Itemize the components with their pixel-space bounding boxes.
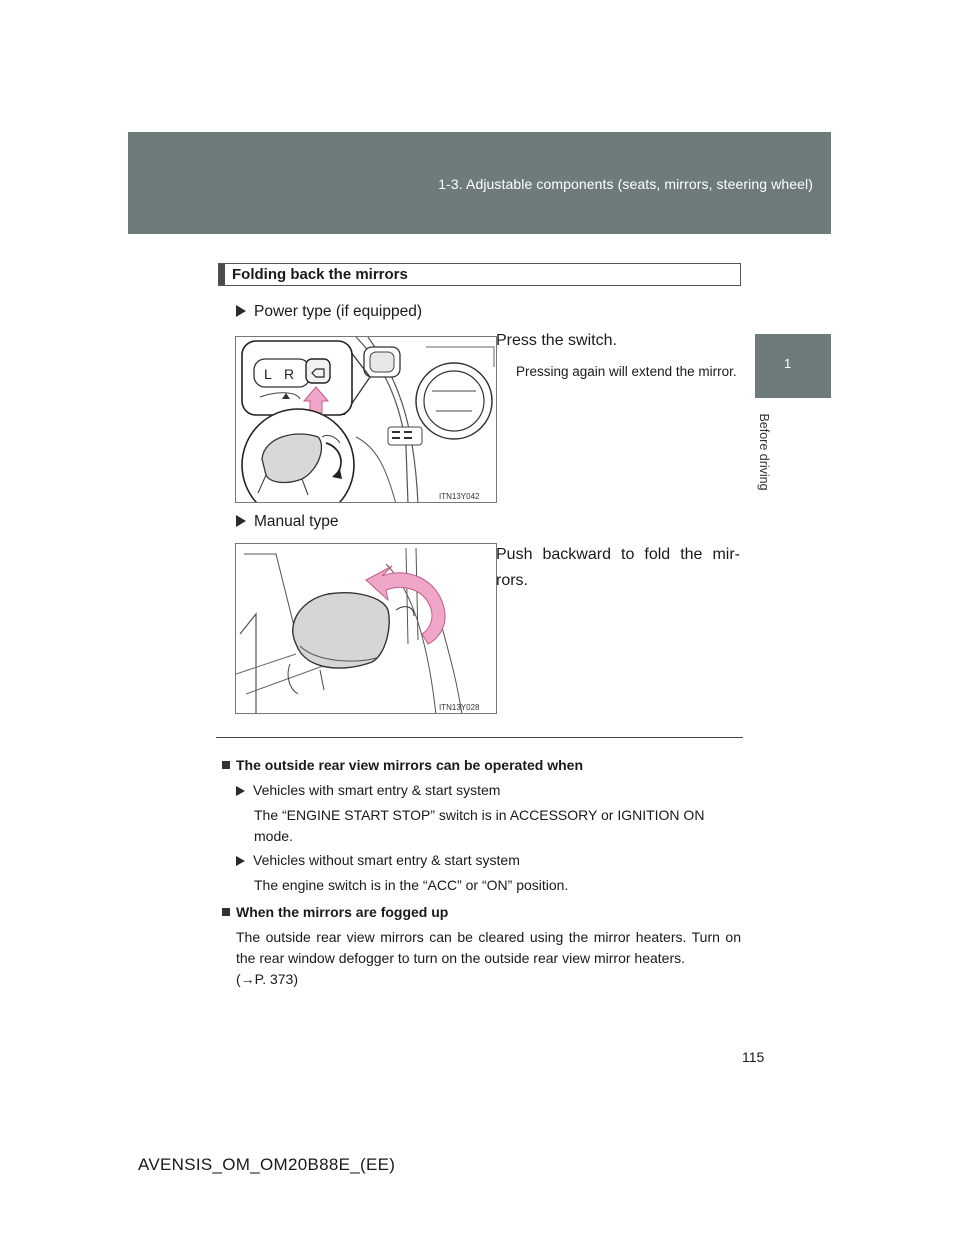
square-bullet-icon xyxy=(222,908,230,916)
info-fog-ref[interactable]: (→P. 373) xyxy=(236,971,298,987)
section-title-box xyxy=(218,263,741,286)
power-type-label: Power type (if equipped) xyxy=(254,303,423,320)
chapter-header-bar xyxy=(128,132,831,234)
triangle-bullet-icon xyxy=(236,786,245,796)
info-case-1-text: The “ENGINE START STOP” switch is in ACCESSORY or IGNITION ON mode. xyxy=(254,807,705,844)
power-mirror-illustration xyxy=(236,337,497,503)
chapter-header-title: 1-3. Adjustable components (seats, mirrors, steering wheel) xyxy=(438,176,813,192)
power-note: Pressing again will extend the mirror. xyxy=(516,364,737,379)
chapter-side-label xyxy=(752,402,776,502)
document-footer: AVENSIS_OM_OM20B88E_(EE) xyxy=(138,1155,396,1174)
switch-letter-l: L xyxy=(264,366,272,382)
square-bullet-icon xyxy=(222,761,230,769)
triangle-bullet-icon xyxy=(236,515,246,527)
power-mirror-figure xyxy=(235,336,497,503)
manual-instruction: Push backward to fold the mir-rors. xyxy=(496,546,740,589)
section-title-marker xyxy=(219,264,225,285)
manual-mirror-illustration xyxy=(236,544,497,714)
triangle-bullet-icon xyxy=(236,856,245,866)
info-fog-text: The outside rear view mirrors can be cleared using the mirror heaters. Turn on the rear window defogger to turn on the outside rear view mirror heaters. xyxy=(236,929,741,966)
section-divider xyxy=(216,737,743,738)
page-number: 115 xyxy=(742,1049,765,1065)
power-figure-code: ITN13Y042 xyxy=(439,492,480,501)
chapter-tab xyxy=(755,334,831,398)
chapter-number: 1 xyxy=(784,356,792,371)
manual-figure-code: ITN13Y028 xyxy=(439,703,480,712)
info-case-2-label: Vehicles without smart entry & start system xyxy=(236,850,520,871)
info-heading-2: When the mirrors are fogged up xyxy=(222,902,448,923)
info-heading-1: The outside rear view mirrors can be operated when xyxy=(222,755,583,776)
manual-type-heading xyxy=(236,513,338,531)
info-case-1-label: Vehicles with smart entry & start system xyxy=(236,780,500,801)
power-type-heading xyxy=(236,303,422,321)
triangle-bullet-icon xyxy=(236,305,246,317)
manual-type-label: Manual type xyxy=(254,513,339,530)
section-title: Folding back the mirrors xyxy=(232,266,408,283)
switch-letter-r: R xyxy=(284,366,295,382)
manual-mirror-figure xyxy=(235,543,497,714)
info-case-2-text: The engine switch is in the “ACC” or “ON” position. xyxy=(254,877,569,893)
power-instruction: Press the switch. xyxy=(496,332,617,349)
chapter-label-text: Before driving xyxy=(757,413,771,491)
